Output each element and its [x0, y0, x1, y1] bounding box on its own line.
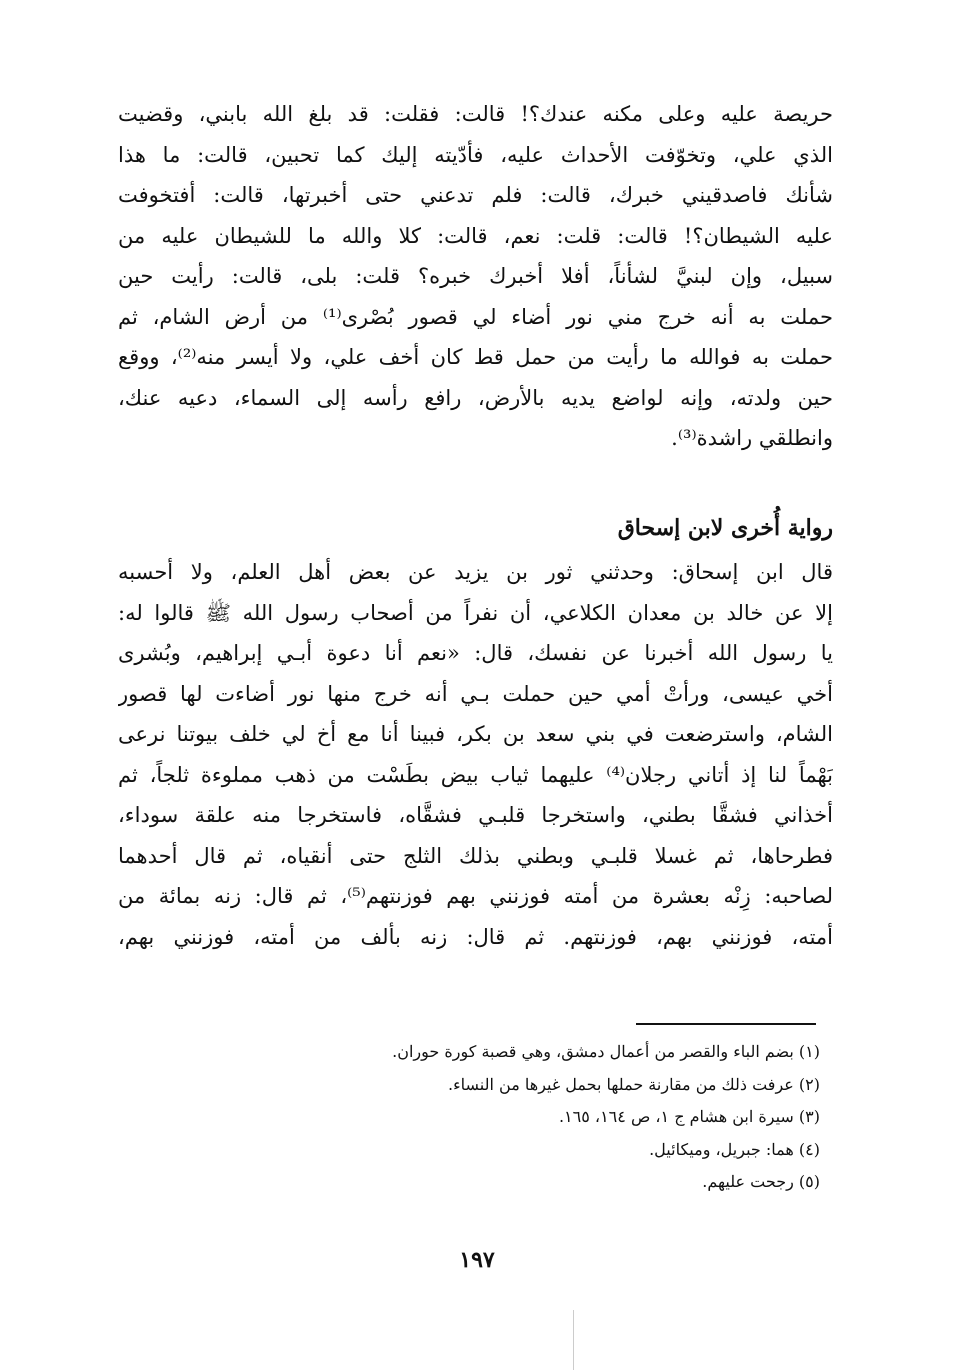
footnote: (٣) سيرة ابن هشام ج ١، ص ١٦٤، ١٦٥.: [558, 1107, 820, 1126]
text-line: حملت به فوالله ما رأيت من حمل قط كان أخف علي، ولا أيسر منه⁽²⁾، ووقع: [118, 345, 833, 369]
footnote: (١) بضم الباء والقصر من أعمال دمشق، وهي قصبة كورة حوران.: [392, 1042, 820, 1061]
text-line: سبيل، وإن لبنيَّ لشأناً، أفلا أخبرك خبره؟ قلت: بلى، قالت: رأيت حين: [118, 264, 833, 288]
text-line: وانطلقي راشدة⁽³⁾.: [671, 426, 833, 450]
paragraph-1: [118, 94, 833, 459]
text-line: الشام، واسترضعت في بني سعد بن بكر، فبينا أنا مع أخ لي خلف بيوتنا نرعى: [118, 722, 833, 746]
text-line: عليه الشيطان؟! قالت: قلت: نعم، قالت: كلا والله ما للشيطان عليه من: [118, 223, 833, 248]
text-line: حين ولدته، وإنه لواضع يديه بالأرض، رافع رأسه إلى السماء، دعيه عنك،: [118, 385, 833, 410]
text-line: فطرحاها، ثم غسلا قلبـي وبطني بذلك الثلج حتى أنقياه، ثم قال أحدهما: [118, 843, 833, 868]
text-line: شأنك فاصدقيني خبرك، قالت: فلم تدعني حتى أخبرتها، قالت: أفتخوفت: [118, 183, 833, 207]
footnote-divider: [636, 1023, 816, 1025]
text-line: بَهْماً لنا إذ أتاني رجلان⁽⁴⁾ عليهما ثياب بيض بطَسْت من ذهب مملوءة ثلجاً، ثم: [118, 762, 833, 787]
paragraph-2: [118, 552, 833, 957]
footnote: (٥) رجحت عليهم.: [702, 1172, 820, 1191]
footnotes: [118, 1036, 820, 1199]
text-line: الذي علي، وتخوّفت الأحداث عليه، فأدّيته إليك كما تحبين، قالت: ما هذا: [118, 142, 833, 167]
text-line: إلا عن خالد بن معدان الكلاعي، أن نفراً من أصحاب رسول الله ﷺ قالوا له:: [118, 600, 833, 625]
text-line: حريصة عليه وعلى مكنه عندك؟! قالت: فقلت: قد بلغ الله بابني، وقضيت: [118, 102, 833, 126]
page-fold-mark: [573, 1310, 574, 1370]
text-line: قال ابن إسحاق: وحدثني ثور بن يزيد عن بعض أهل العلم، ولا أحسبه: [118, 560, 833, 584]
footnote: (٢) عرفت ذلك من مقارنة حملها بحمل غيرها من النساء.: [448, 1074, 820, 1094]
text-line: أمته، فوزنني بهم، فوزنتهم. ثم قال: زنه بألف من أمته، فوزنني بهم،: [118, 924, 833, 949]
text-line: أخي عيسى، ورأتْ أمي حين حملت بـي أنه خرج منها نور أضاءت لها قصور: [118, 681, 833, 706]
text-line: أخذاني فشقَّا بطني، واستخرجا قلبـي فشقَّاه، فاستخرجا منه علقة سوداء،: [118, 803, 833, 827]
page-number: ١٩٧: [459, 1247, 495, 1273]
section-heading: رواية أُخرى لابن إسحاق: [617, 515, 833, 541]
footnote: (٤) هما: جبريل، وميكائيل.: [649, 1139, 820, 1159]
text-line: لصاحبه: زِنْه بعشرة من أمته فوزنني بهم فوزنتهم⁽⁵⁾، ثم قال: زنه بمائة من: [118, 884, 833, 908]
text-line: حملت به أنه خرج مني نور أضاء لي قصور بُصْرى⁽¹⁾ من أرض الشام، ثم: [118, 304, 833, 329]
text-line: يا رسول الله أخبرنا عن نفسك، قال: «نعم أنا دعوة أبـي إبراهيم، وبُشرى: [118, 641, 833, 665]
